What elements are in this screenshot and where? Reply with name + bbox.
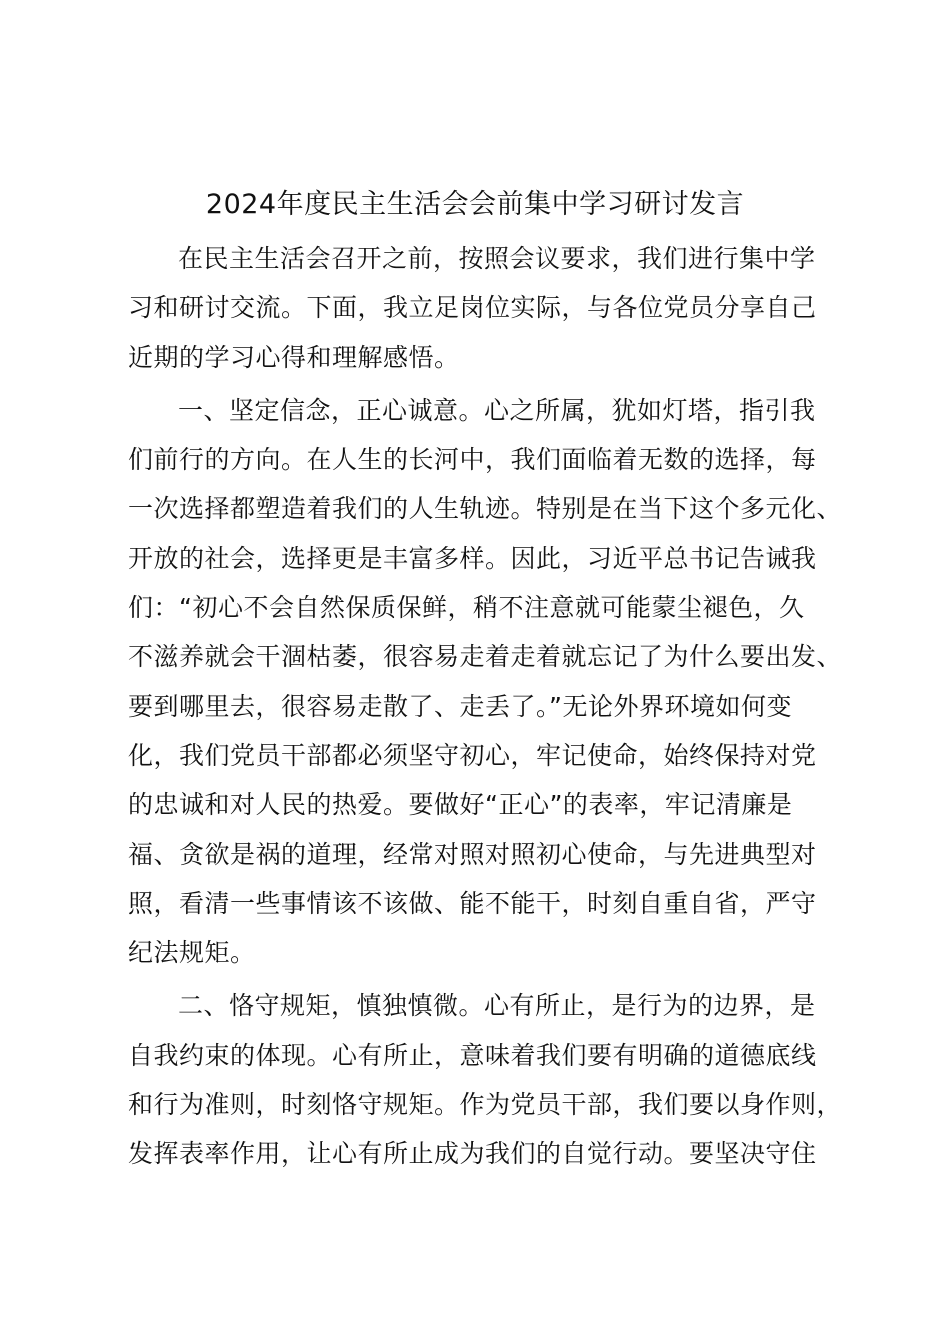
text-line: 们前行的方向。在人生的长河中，我们面临着无数的选择，每	[128, 445, 817, 475]
document-title: 2024年度民主生活会会前集中学习研讨发言	[205, 189, 745, 220]
paragraph-intro	[128, 234, 838, 382]
text-line: 开放的社会，选择更是丰富多样。因此，习近平总书记告诫我	[128, 543, 817, 573]
text-line: 和行为准则，时刻恪守规矩。作为党员干部，我们要以身作则，	[128, 1090, 843, 1120]
paragraph-section-one	[128, 386, 843, 978]
text-line: 照，看清一些事情该不该做、能不能干，时刻自重自省，严守	[128, 888, 817, 918]
text-line: 二、恪守规矩，慎独慎微。心有所止，是行为的边界，是	[178, 991, 816, 1021]
text-line: 习和研讨交流。下面，我立足岗位实际，与各位党员分享自己	[128, 293, 817, 323]
text-line: 不滋养就会干涸枯萎，很容易走着走着就忘记了为什么要出发、	[128, 642, 843, 672]
document-body	[128, 234, 843, 1183]
paragraph-section-two	[128, 981, 843, 1178]
text-line: 福、贪欲是祸的道理，经常对照对照初心使命，与先进典型对	[128, 839, 817, 869]
text-line: 一次选择都塑造着我们的人生轨迹。特别是在当下这个多元化、	[128, 494, 843, 524]
text-line: 自我约束的体现。心有所止，意味着我们要有明确的道德底线	[128, 1040, 817, 1070]
text-line: 的忠诚和对人民的热爱。要做好“正心”的表率，牢记清廉是	[128, 790, 793, 820]
text-line: 们：“初心不会自然保质保鲜，稍不注意就可能蒙尘褪色，久	[128, 593, 805, 623]
text-line: 一、坚定信念，正心诚意。心之所属，犹如灯塔，指引我	[178, 395, 816, 425]
text-line: 要到哪里去，很容易走散了、走丢了。”无论外界环境如何变	[128, 691, 792, 721]
text-line: 在民主生活会召开之前，按照会议要求，我们进行集中学	[178, 244, 816, 273]
text-line: 发挥表率作用，让心有所止成为我们的自觉行动。要坚决守住	[128, 1139, 817, 1169]
text-line: 纪法规矩。	[128, 938, 256, 968]
text-line: 近期的学习心得和理解感悟。	[128, 342, 460, 372]
text-line: 化，我们党员干部都必须坚守初心，牢记使命，始终保持对党	[128, 740, 817, 770]
